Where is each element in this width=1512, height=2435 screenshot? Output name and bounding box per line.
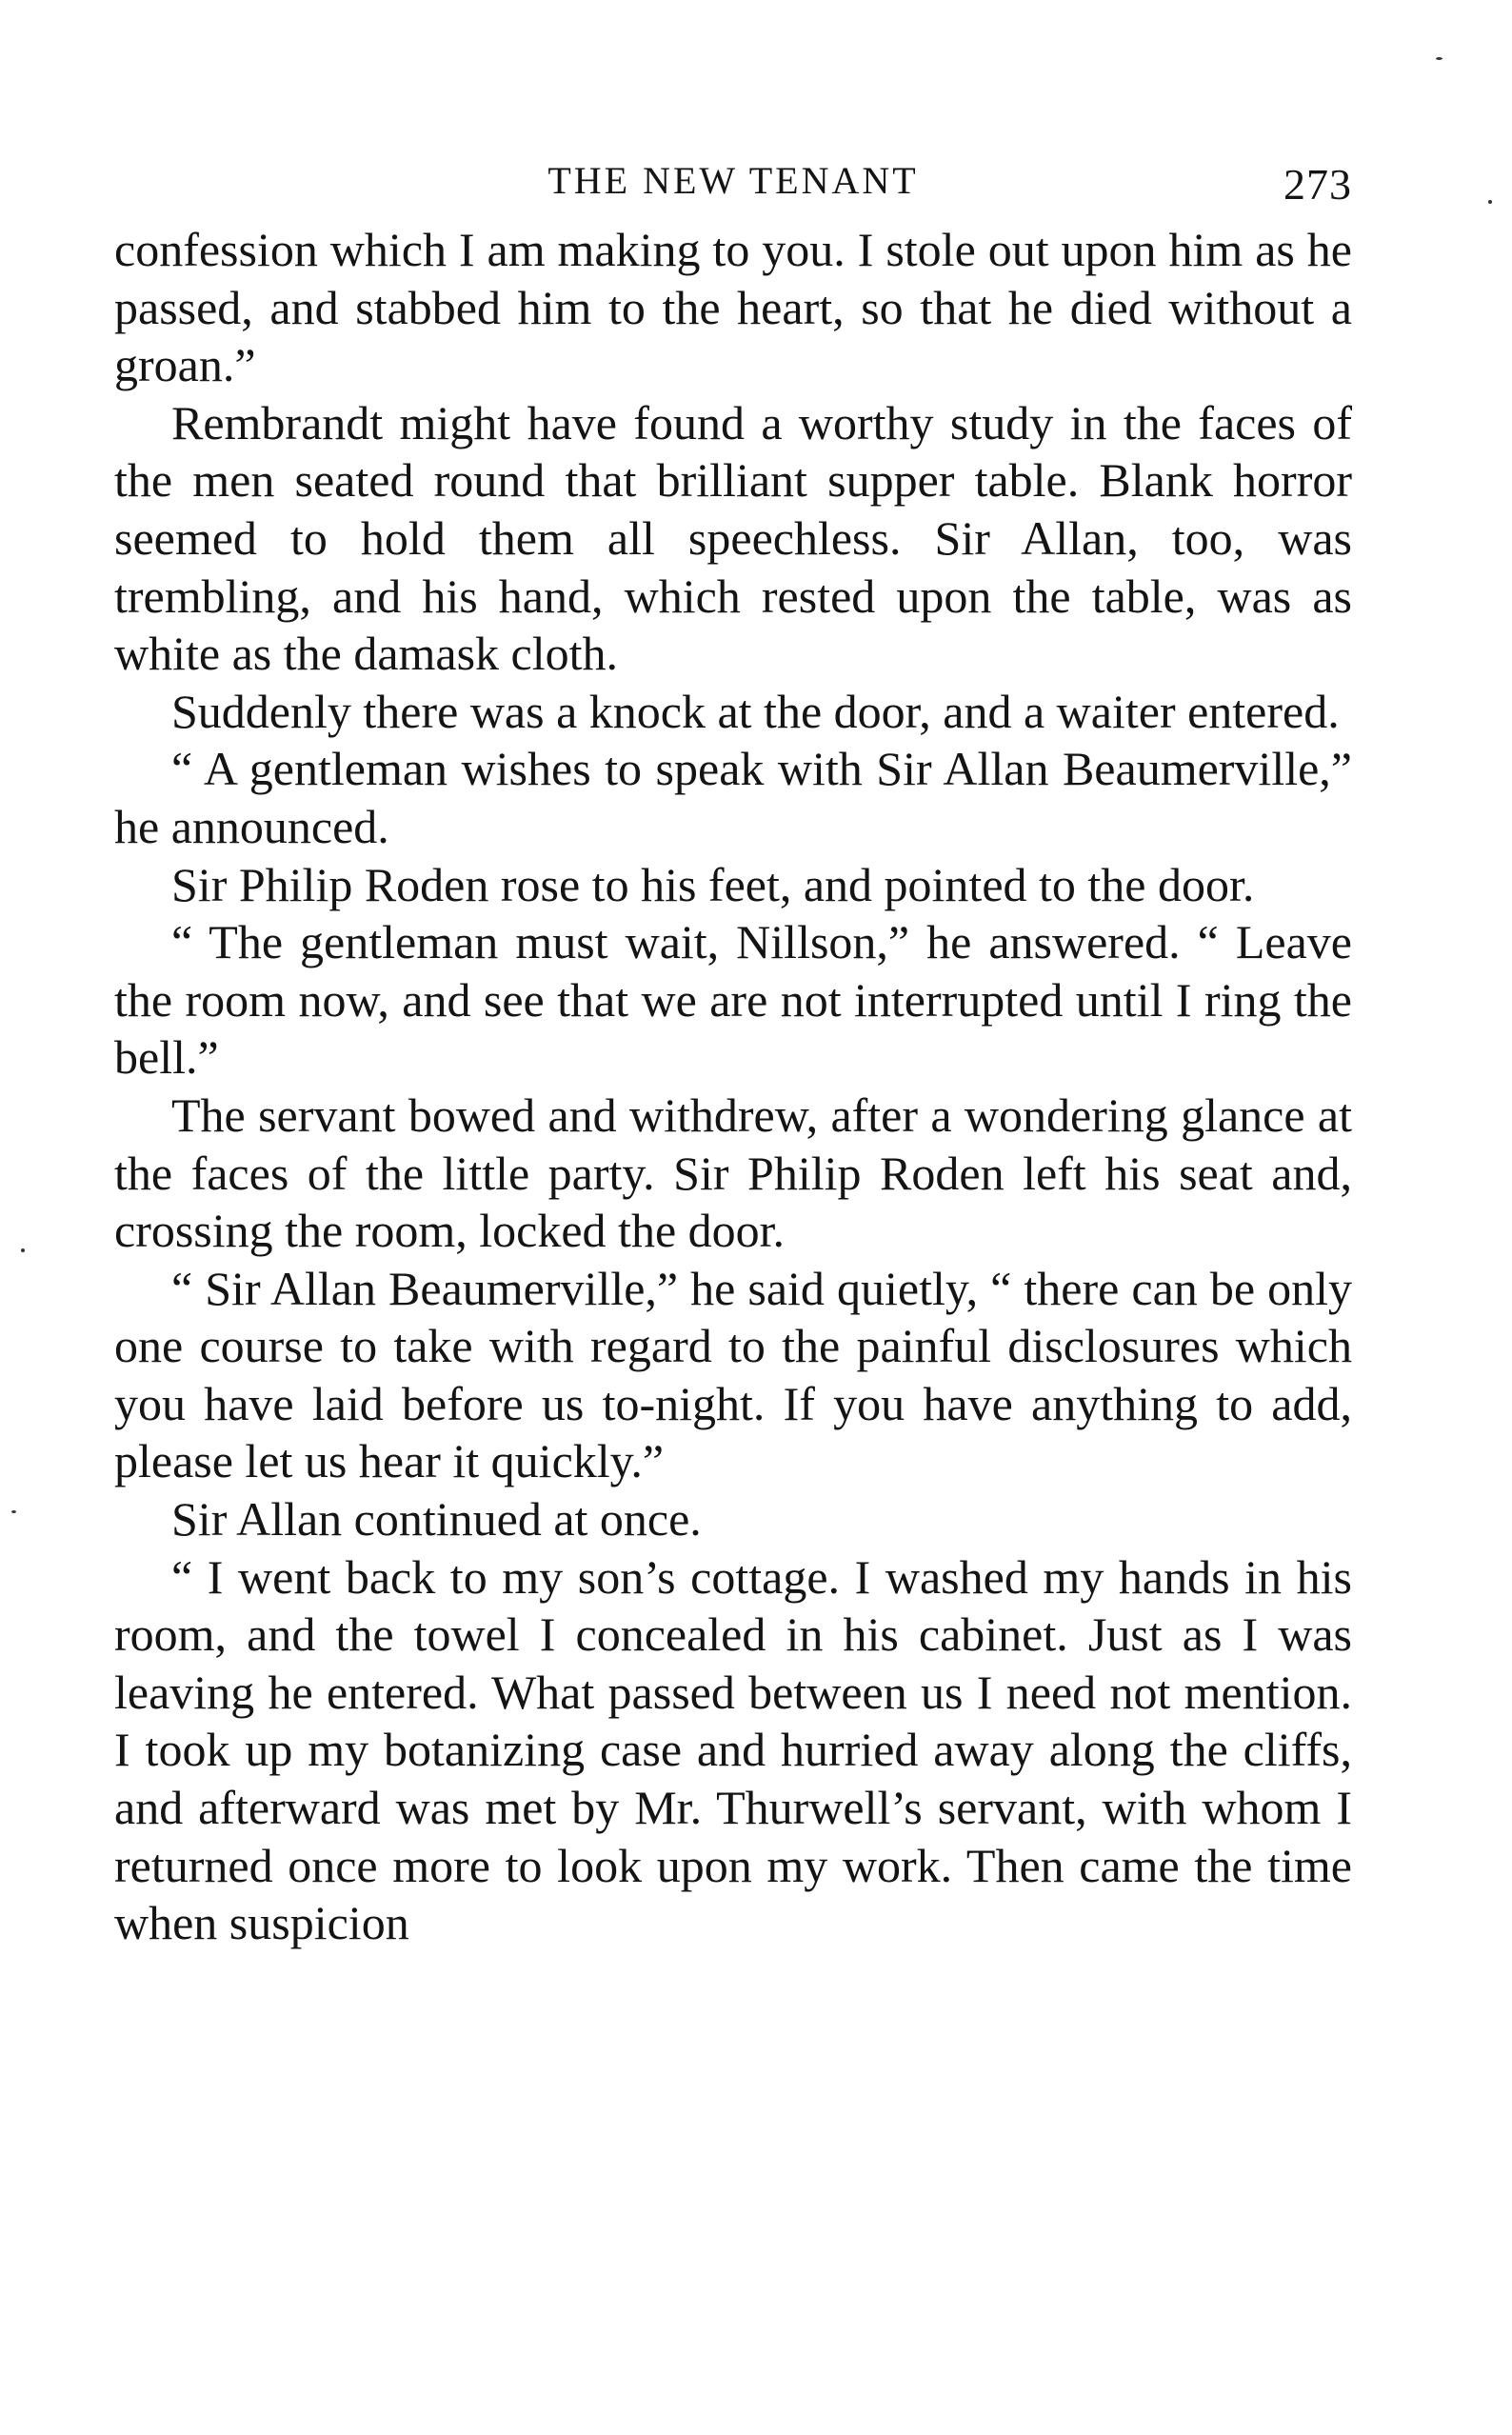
paragraph-knock: Suddenly there was a knock at the door, and a waiter entered. xyxy=(171,684,1340,738)
print-speck xyxy=(1436,57,1442,60)
paragraph-roden-address: “ Sir Allan Beaumerville,” he said quietly, “ there can be only one course to take with regard to the painful disclosures which you have laid before us to-night. If you have anything to add, please let us hear it quickly.” xyxy=(114,1261,1352,1488)
page-number: 273 xyxy=(1283,160,1352,209)
book-page xyxy=(114,143,1352,1952)
paragraph-rembrandt: Rembrandt might have found a worthy study in the faces of the men seated round that brilliant supper table. Blank horror seemed to hold them all speechless. Sir Allan, too, was trembling, and his hand, which rested upon the table, was as white as the damask cloth. xyxy=(114,395,1352,681)
print-speck xyxy=(11,1510,16,1513)
paragraph-allan-continues: Sir Allan continued at once. xyxy=(171,1492,702,1547)
body-text xyxy=(114,221,1352,1952)
paragraph-roden-reply: “ The gentleman must wait, Nillson,” he answered. “ Leave the room now, and see that we are not interrupted until I ring the bell.” xyxy=(114,915,1352,1085)
running-head xyxy=(114,143,1352,219)
running-title: THE NEW TENANT xyxy=(547,159,919,202)
paragraph-servant-withdraws: The servant bowed and withdrew, after a wondering glance at the faces of the little party. Sir Philip Roden left his seat and, crossing the room, locked the door. xyxy=(114,1088,1352,1258)
paragraph-continuation: confession which I am making to you. I stole out upon him as he passed, and stabbed him to the heart, so that he died without a groan.” xyxy=(114,223,1352,392)
print-speck xyxy=(21,1248,25,1252)
paragraph-allan-confession: “ I went back to my son’s cottage. I washed my hands in his room, and the towel I concealed in his cabinet. Just as I was leaving he entered. What passed between us I need not mention. I took up my botanizing case and hurried away along the cliffs, and afterward was met by Mr. Thurwell’s servant, with whom I returned once more to look upon my work. Then came the time when suspicion xyxy=(114,1549,1352,1950)
paragraph-waiter-announcement: “ A gentleman wishes to speak with Sir Allan Beaumerville,” he announced. xyxy=(114,742,1352,853)
print-speck xyxy=(1488,200,1492,204)
paragraph-roden-rises: Sir Philip Roden rose to his feet, and pointed to the door. xyxy=(171,857,1255,911)
